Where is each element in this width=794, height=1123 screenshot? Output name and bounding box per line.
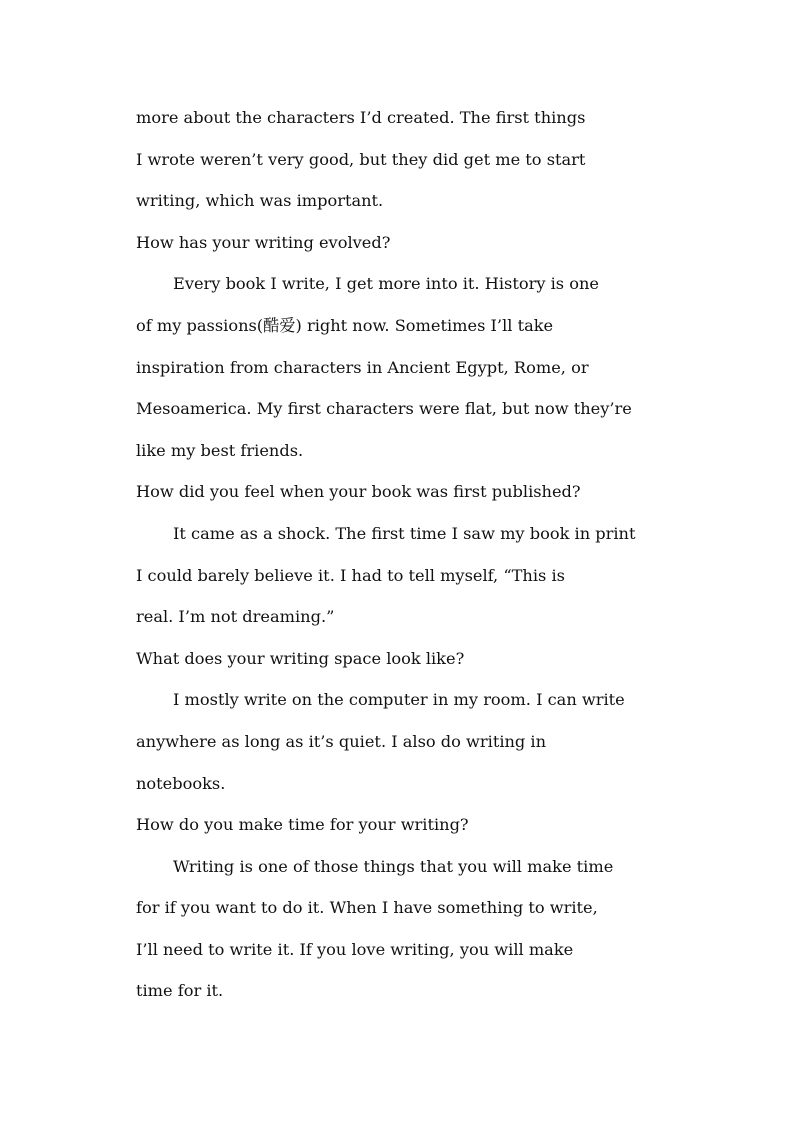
- answer-line: I’ll need to write it. If you love writing, you will make: [136, 939, 574, 959]
- question-make-time: How do you make time for your writing?: [136, 815, 469, 835]
- question-writing-evolved: How has your writing evolved?: [136, 232, 391, 252]
- answer-line: time for it.: [136, 981, 224, 1001]
- answer-continuation-line: more about the characters I’d created. The first things: [136, 108, 586, 127]
- answer-first-line: Every book I write, I get more into it. History is one: [173, 274, 599, 294]
- answer-line: like my best friends.: [136, 440, 304, 460]
- answer-line: anywhere as long as it’s quiet. I also do writing in: [136, 731, 547, 751]
- answer-line: inspiration from characters in Ancient Egypt, Rome, or: [136, 357, 589, 377]
- answer-continuation-line: writing, which was important.: [136, 191, 384, 211]
- answer-line: real. I’m not dreaming.”: [136, 607, 335, 627]
- answer-line: of my passions(酷爱) right now. Sometimes I’ll take: [136, 315, 554, 335]
- question-writing-space: What does your writing space look like?: [136, 648, 465, 668]
- answer-line: I could barely believe it. I had to tell myself, “This is: [136, 565, 565, 585]
- answer-first-line: It came as a shock. The first time I saw my book in print: [173, 523, 636, 543]
- answer-first-line: Writing is one of those things that you will make time: [173, 856, 614, 876]
- answer-line: Mesoamerica. My first characters were flat, but now they’re: [136, 399, 632, 419]
- answer-first-line: I mostly write on the computer in my room. I can write: [173, 690, 625, 710]
- answer-line: notebooks.: [136, 773, 226, 793]
- answer-line: for if you want to do it. When I have something to write,: [136, 898, 598, 918]
- answer-continuation-line: I wrote weren’t very good, but they did get me to start: [136, 149, 586, 169]
- interview-text: [136, 97, 684, 1012]
- question-first-published: How did you feel when your book was first published?: [136, 482, 581, 502]
